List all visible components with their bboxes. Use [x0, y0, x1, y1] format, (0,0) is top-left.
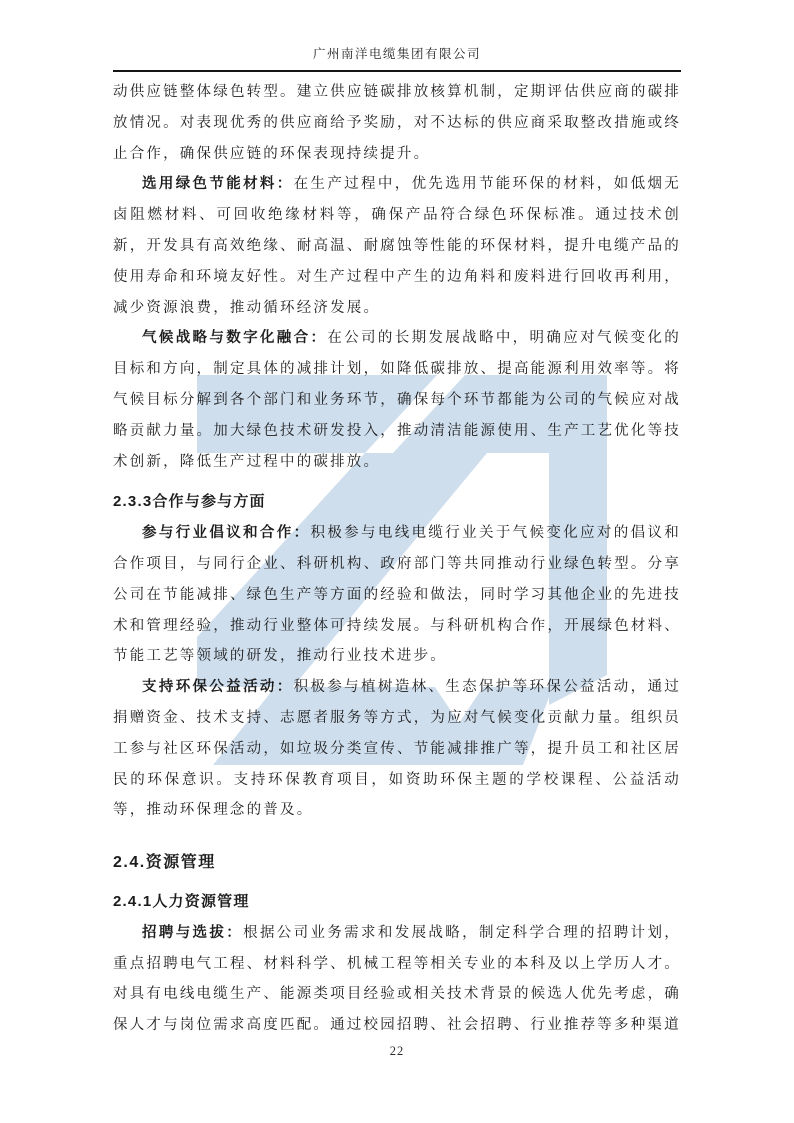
paragraph-text: 在生产过程中，优先选用节能环保的材料，如低烟无卤阻燃材料、可回收绝缘材料等，确保产品符合绿色环保标准。通过技术创新，开发具有高效绝缘、耐高温、耐腐蚀等性能的环保材料，提升电缆产品的使用寿命和环境友好性。对生产过程中产生的边角料和废料进行回收再利用，减少资源浪费，推动循环经济发展。: [113, 176, 681, 316]
paragraph-lead: 支持环保公益活动：: [142, 679, 294, 696]
paragraph-text: 根据公司业务需求和发展战略，制定科学合理的招聘计划，重点招聘电气工程、材料科学、机械工程等相关专业的本科及以上学历人才。对具有电线电缆生产、能源类项目经验或相关技术背景的候选人优先考虑，确保人才与岗位需求高度匹配。通过校园招聘、社会招聘、行业推荐等多种渠道: [113, 924, 681, 1034]
heading-2-3-3-cooperation: 2.3.3合作与参与方面: [113, 493, 266, 511]
heading-2-4-resource-management: 2.4.资源管理: [113, 854, 216, 872]
paragraph-public-welfare: [113, 672, 681, 826]
paragraph-text: 积极参与电线电缆行业关于气候变化应对的倡议和合作项目，与同行企业、科研机构、政府部门等共同推动行业绿色转型。分享公司在节能减排、绿色生产等方面的经验和做法，同时学习其他企业的先进技术和管理经验，推动行业整体可持续发展。与科研机构合作，开展绿色材料、节能工艺等领域的研发，推动行业技术进步。: [113, 525, 681, 665]
paragraph-lead: 选用绿色节能材料：: [142, 176, 294, 193]
heading-2-4-1-hr-management: 2.4.1人力资源管理: [113, 892, 250, 910]
page-content: [113, 46, 681, 1041]
paragraph-lead: 参与行业倡议和合作：: [142, 525, 311, 542]
paragraph-text: 积极参与植树造林、生态保护等环保公益活动，通过捐赠资金、技术支持、志愿者服务等方式，为应对气候变化贡献力量。组织员工参与社区环保活动，如垃圾分类宣传、节能减排推广等，提升员工和社区居民的环保意识。支持环保教育项目，如资助环保主题的学校课程、公益活动等，推动环保理念的普及。: [113, 679, 681, 819]
paragraph-climate-strategy: [113, 323, 681, 477]
paragraph-text: 动供应链整体绿色转型。建立供应链碳排放核算机制，定期评估供应商的碳排放情况。对表现优秀的供应商给予奖励，对不达标的供应商采取整改措施或终止合作，确保供应链的环保表现持续提升。: [113, 84, 681, 162]
paragraph-supply-chain: [113, 77, 681, 169]
page-header-title: 广州南洋电缆集团有限公司: [312, 47, 481, 61]
paragraph-green-materials: [113, 169, 681, 323]
page-number: 22: [389, 1044, 405, 1058]
paragraph-lead: 气候战略与数字化融合：: [142, 330, 328, 347]
page-header: [113, 46, 681, 72]
paragraph-recruitment: [113, 918, 681, 1041]
paragraph-lead: 招聘与选拔：: [142, 924, 244, 941]
paragraph-industry-initiatives: [113, 518, 681, 672]
paragraph-text: 在公司的长期发展战略中，明确应对气候变化的目标和方向，制定具体的减排计划，如降低碳排放、提高能源利用效率等。将气候目标分解到各个部门和业务环节，确保每个环节都能为公司的气候应对战略贡献力量。加大绿色技术研发投入，推动清洁能源使用、生产工艺优化等技术创新，降低生产过程中的碳排放。: [113, 330, 682, 470]
